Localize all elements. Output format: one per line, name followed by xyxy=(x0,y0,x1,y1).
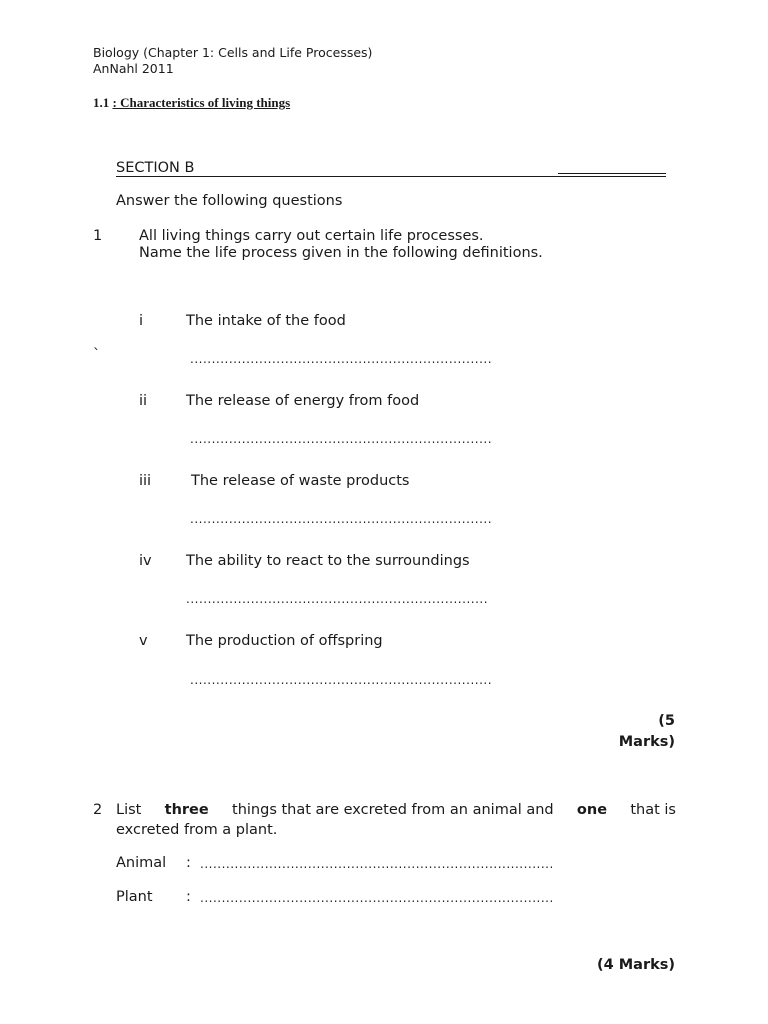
plant-answer-blank: .................................................................................. xyxy=(200,891,554,905)
topic-title: : Characteristics of living things xyxy=(112,95,291,110)
document-header-year: AnNahl 2011 xyxy=(93,61,174,76)
answer-blank-iii: ...................................................................... xyxy=(190,512,493,526)
question-1-number: 1 xyxy=(93,228,103,244)
item-ii-text: The release of energy from food xyxy=(186,393,420,409)
item-v-text: The production of offspring xyxy=(186,633,383,649)
q2-word-one: one xyxy=(576,802,608,818)
animal-colon: : xyxy=(186,855,191,871)
plant-label: Plant xyxy=(116,889,153,905)
plant-colon: : xyxy=(186,889,191,905)
q2-word-list: List xyxy=(116,802,142,818)
question-1-marks-line-2: Marks) xyxy=(618,734,675,750)
section-short-rule xyxy=(558,173,666,174)
item-ii-numeral: ii xyxy=(139,393,148,409)
stray-backtick: ` xyxy=(93,347,101,363)
topic-heading xyxy=(93,95,290,111)
item-iii-numeral: iii xyxy=(139,473,152,489)
q2-phrase-excreted-animal: things that are excreted from an animal and xyxy=(232,802,554,818)
q2-phrase-that-is: that is xyxy=(630,802,676,818)
question-1-marks-line-1: (5 xyxy=(658,713,675,729)
animal-label: Animal xyxy=(116,855,167,871)
answer-blank-i: ...................................................................... xyxy=(190,352,493,366)
item-i-numeral: i xyxy=(139,313,144,329)
item-iii-text: The release of waste products xyxy=(191,473,410,489)
question-2-line-1 xyxy=(116,802,676,818)
topic-number: 1.1 xyxy=(93,95,110,110)
item-v-numeral: v xyxy=(139,633,148,649)
animal-answer-blank: .................................................................................. xyxy=(200,857,554,871)
item-iv-text: The ability to react to the surroundings xyxy=(186,553,470,569)
question-1-line-2: Name the life process given in the following definitions. xyxy=(139,245,543,261)
q2-word-three: three xyxy=(164,802,209,818)
answer-blank-ii: ...................................................................... xyxy=(190,432,493,446)
item-iv-numeral: iv xyxy=(139,553,152,569)
section-instruction: Answer the following questions xyxy=(116,193,343,209)
question-2-line-2: excreted from a plant. xyxy=(116,822,278,838)
answer-blank-iv: ...................................................................... xyxy=(186,592,489,606)
section-underline xyxy=(116,176,666,177)
item-i-text: The intake of the food xyxy=(186,313,346,329)
section-title: SECTION B xyxy=(116,160,195,176)
answer-blank-v: ...................................................................... xyxy=(190,673,493,687)
question-1-line-1: All living things carry out certain life processes. xyxy=(139,228,484,244)
question-2-number: 2 xyxy=(93,802,103,818)
document-header-subject: Biology (Chapter 1: Cells and Life Processes) xyxy=(93,45,373,60)
question-2-marks: (4 Marks) xyxy=(596,957,675,973)
